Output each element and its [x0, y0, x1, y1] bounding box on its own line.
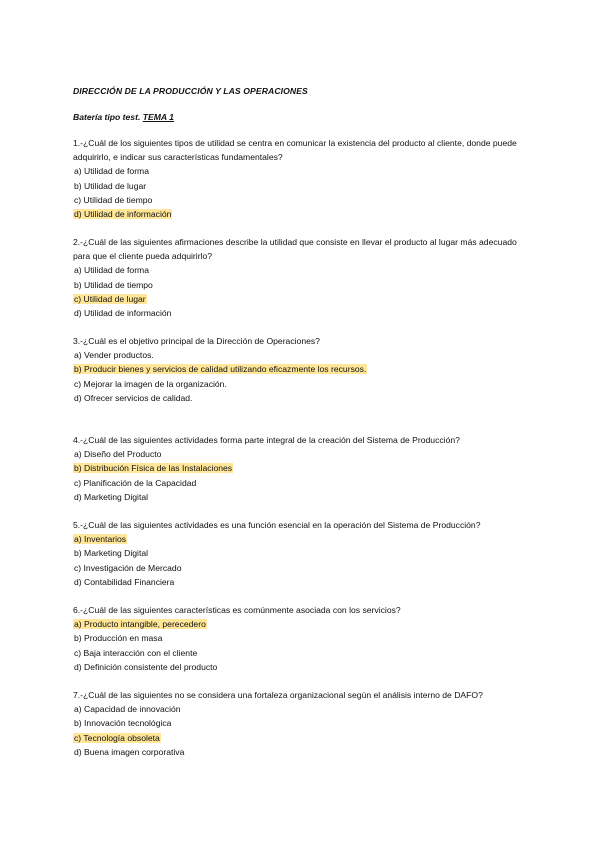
answer-option-label: b) Producción en masa [74, 633, 163, 644]
answer-option-label: b) Innovación tecnológica [74, 718, 172, 729]
question-stem: 7.-¿Cuál de las siguientes no se considera una fortaleza organizacional según el análisis interno de DAFO? [73, 690, 483, 700]
answer-option [73, 306, 533, 320]
answer-option-highlighted [73, 532, 533, 546]
answer-option [73, 490, 533, 504]
answer-option-label: d) Buena imagen corporativa [74, 746, 185, 757]
answer-option [73, 716, 533, 730]
document-subtitle [73, 112, 174, 122]
question-stem: 6.-¿Cuál de las siguientes características es comúnmente asociada con los servicios? [73, 605, 401, 615]
answer-option-highlighted [73, 617, 533, 631]
answer-option-label: a) Utilidad de forma [74, 166, 149, 177]
question-block [73, 688, 533, 759]
answer-option-label: d) Utilidad de información [74, 307, 172, 318]
question-block [73, 136, 533, 221]
answer-option [73, 546, 533, 560]
answer-option-label: b) Utilidad de lugar [74, 180, 147, 191]
answer-option [73, 164, 533, 178]
answer-option [73, 476, 533, 490]
answer-option-label: a) Vender productos. [74, 350, 154, 361]
answer-option [73, 263, 533, 277]
answer-option-label: d) Utilidad de información [74, 208, 172, 219]
answer-option-label: d) Ofrecer servicios de calidad. [74, 392, 193, 403]
answer-option-highlighted [73, 731, 533, 745]
document-title: DIRECCIÓN DE LA PRODUCCIÓN Y LAS OPERACIONES [73, 86, 308, 96]
answer-option [73, 447, 533, 461]
answer-option-label: b) Marketing Digital [74, 548, 149, 559]
question-block [73, 518, 533, 589]
question-block [73, 603, 533, 674]
question-stem: 5.-¿Cuál de las siguientes actividades es una función esencial en la operación del Sistema de Producción? [73, 520, 481, 530]
answer-option-highlighted [73, 362, 533, 376]
answer-option-label: c) Utilidad de tiempo [74, 194, 153, 205]
question-stem: 3.-¿Cuál es el objetivo principal de la Dirección de Operaciones? [73, 336, 320, 346]
answer-option-label: b) Producir bienes y servicios de calidad utilizando eficazmente los recursos. [74, 364, 367, 375]
answer-option-label: d) Marketing Digital [74, 491, 149, 502]
answer-option [73, 575, 533, 589]
answer-option [73, 631, 533, 645]
question-block [73, 235, 533, 320]
question-stem: 1.-¿Cuál de los siguientes tipos de utilidad se centra en comunicar la existencia del producto al cliente, donde puede adquirirlo, e indicar sus características fundamentales? [73, 138, 517, 163]
question-block [73, 334, 533, 405]
question-block [73, 433, 533, 504]
answer-option-label: b) Distribución Física de las Instalaciones [74, 463, 233, 474]
answer-option-label: a) Producto intangible, perecedero [74, 619, 206, 630]
answer-option-label: c) Mejorar la imagen de la organización. [74, 378, 227, 389]
answer-option [73, 391, 533, 405]
question-stem: 4.-¿Cuál de las siguientes actividades forma parte integral de la creación del Sistema de Producción? [73, 435, 460, 445]
answer-option [73, 179, 533, 193]
answer-option [73, 278, 533, 292]
subtitle-prefix: Batería tipo test. [73, 112, 141, 122]
question-stem: 2.-¿Cuál de las siguientes afirmaciones describe la utilidad que consiste en llevar el producto al lugar más adecuado para que el cliente pueda adquirirlo? [73, 237, 517, 262]
answer-option-label: c) Baja interacción con el cliente [74, 647, 198, 658]
answer-option-label: a) Inventarios [74, 534, 127, 545]
answer-option [73, 660, 533, 674]
answer-option-label: b) Utilidad de tiempo [74, 279, 153, 290]
answer-option-label: a) Diseño del Producto [74, 449, 162, 460]
answer-option-label: c) Utilidad de lugar [74, 293, 146, 304]
answer-option-highlighted [73, 292, 533, 306]
answer-option-label: d) Definición consistente del producto [74, 661, 218, 672]
answer-option-label: d) Contabilidad Financiera [74, 576, 175, 587]
answer-option-highlighted [73, 461, 533, 475]
answer-option-highlighted [73, 207, 533, 221]
answer-option [73, 646, 533, 660]
answer-option-label: c) Tecnología obsoleta [74, 732, 160, 743]
answer-option-label: c) Planificación de la Capacidad [74, 477, 197, 488]
subtitle-tema: TEMA 1 [142, 112, 174, 122]
answer-option-label: a) Utilidad de forma [74, 265, 149, 276]
answer-option [73, 745, 533, 759]
answer-option-label: c) Investigación de Mercado [74, 562, 182, 573]
answer-option [73, 193, 533, 207]
answer-option [73, 348, 533, 362]
answer-option [73, 377, 533, 391]
answer-option [73, 702, 533, 716]
answer-option-label: a) Capacidad de innovación [74, 704, 181, 715]
answer-option [73, 561, 533, 575]
